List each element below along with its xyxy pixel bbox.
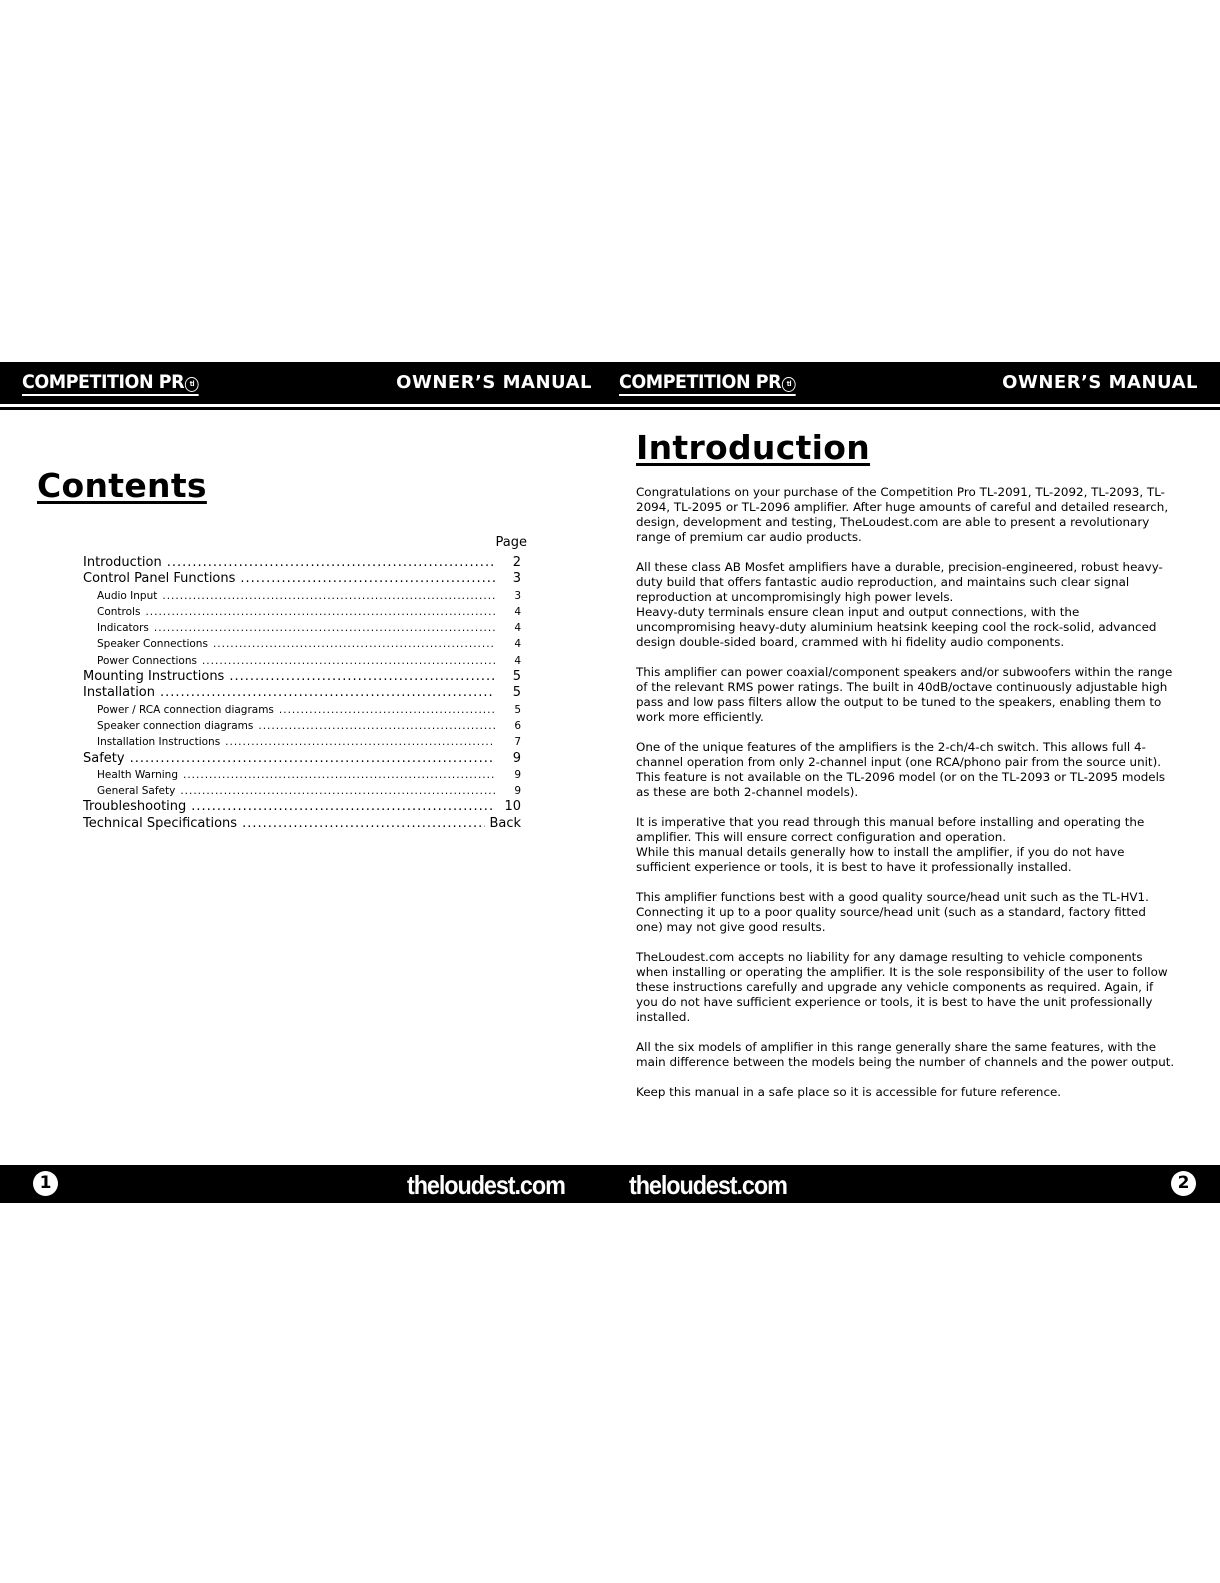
toc-entry-page: 4 [514,622,521,635]
toc-entry [83,751,533,767]
toc-entry-page: 3 [512,571,521,587]
toc-entry-title: Troubleshooting [83,799,187,815]
toc-entry-title: Technical Specifications [83,815,238,831]
introduction-title: Introduction [636,428,871,467]
table-of-contents [83,535,533,832]
toc-entry-page: 2 [512,555,521,570]
toc-entry [83,702,533,718]
toc-entry [83,734,533,750]
toc-entry-page: 9 [514,785,521,798]
toc-dot-leader [242,816,485,832]
toc-entry-page: 9 [514,768,521,781]
toc-entry-title: Mounting Instructions [83,669,225,685]
toc-entry-page: 3 [514,589,521,602]
intro-paragraph: Keep this manual in a safe place so it is accessible for future reference. [636,1085,1062,1099]
toc-entry-page: 5 [512,669,521,685]
introduction-body [636,485,1176,1115]
footer-bar [608,1165,1220,1203]
toc-dot-leader [162,588,495,604]
toc-entry-title: Power / RCA connection diagrams [97,703,274,716]
toc-entry-page: 9 [512,750,521,766]
toc-entry [83,653,533,669]
toc-entry [83,636,533,652]
manual-label: OWNER’S MANUAL [1002,372,1198,393]
toc-dot-leader [145,604,495,620]
toc-entry-page: 5 [514,703,521,716]
brand-logo: COMPETITION PR tl [619,372,796,396]
toc-entry-page: 4 [514,654,521,667]
toc-entry-title: Introduction [83,555,162,570]
toc-dot-leader [279,702,495,718]
logo-badge-icon: tl [185,377,199,392]
intro-paragraph: All the six models of amplifier in this range generally share the same features, with the main difference between the models being the number of channels and the power output. [636,1040,1175,1069]
intro-paragraph: All these class AB Mosfet amplifiers have a durable, precision-engineered, robust heavy-duty build that offers fantastic audio reproduction, and maintains such clear signal reproduction at uncompromisingly high power levels. Heavy-duty terminals ensure clean input and output connections, with the uncompromising heavy-duty aluminium heatsink keeping cool the rock-solid, advanced design double-sided board, crammed with hi fidelity audio components. [636,560,1163,649]
toc-entry-title: Installation Instructions [97,736,221,749]
page-number-2-icon: 2 [1171,1171,1196,1196]
toc-entry-title: Safety [83,750,125,766]
toc-entry-title: General Safety [97,785,176,798]
page-number-1-icon: 1 [33,1171,58,1196]
toc-entry-title: Controls [97,605,141,618]
toc-dot-leader [258,718,495,734]
footer-domain: theloudest.com [407,1170,565,1200]
toc-entry [83,588,533,604]
manual-label: OWNER’S MANUAL [396,372,592,393]
toc-entry [83,620,533,636]
brand-logo: COMPETITION PR tl [22,372,199,396]
toc-entry-title: Control Panel Functions [83,571,236,587]
intro-paragraph: TheLoudest.com accepts no liability for any damage resulting to vehicle components when installing or operating the amplifier. It is the sole responsibility of the user to follow these instructions carefully and upgrade any vehicle components as required. Again, if you do not have sufficient experience or tools, it is best to have the unit professionally installed. [636,950,1168,1024]
toc-dot-leader [225,734,495,750]
right-page [608,362,1220,1203]
toc-dot-leader [202,653,495,669]
toc-entry-title: Speaker connection diagrams [97,719,254,732]
toc-entry [83,767,533,783]
toc-entry [83,783,533,799]
toc-entry-page: 4 [514,605,521,618]
logo-badge-icon: tl [782,377,796,392]
intro-paragraph: This amplifier can power coaxial/component speakers and/or subwoofers within the range of the relevant RMS power ratings. The built in 40dB/octave continuously adjustable high pass and low pass filters allow the output to be tuned to the speakers, enabling them to work more efficiently. [636,665,1173,724]
toc-entry [83,685,533,701]
intro-paragraph: One of the unique features of the amplifiers is the 2-ch/4-ch switch. This allows full 4-channel operation from only 2-channel input (one RCA/phono pair from the source unit). This feature is not available on the TL-2096 model (or on the TL-2093 or TL-2095 models as these are both 2-channel models). [636,740,1166,799]
intro-paragraph: It is imperative that you read through this manual before installing and operating the amplifier. This will ensure correct configuration and operation. While this manual details generally how to install the amplifier, if you do not have sufficient experience or tools, it is best to have it professionally installed. [636,815,1145,874]
toc-entry [83,718,533,734]
toc-entry [83,816,533,832]
toc-entry [83,571,533,587]
header-bar [608,362,1220,404]
toc-entry-title: Speaker Connections [97,638,208,651]
toc-entry-title: Health Warning [97,768,178,781]
toc-entry-page: 6 [514,719,521,732]
toc-entry [83,799,533,815]
toc-dot-leader [160,685,495,701]
toc-entry-page: 10 [504,799,521,815]
toc-entry-title: Indicators [97,622,149,635]
toc-entry-page: 4 [514,638,521,651]
toc-entry-page: Back [489,815,521,831]
toc-entry-title: Audio Input [97,589,158,602]
toc-dot-leader [229,669,495,685]
toc-dot-leader [183,767,495,783]
contents-title: Contents [37,466,207,505]
toc-dot-leader [167,555,495,571]
footer-bar [0,1165,608,1203]
toc-dot-leader [191,799,495,815]
intro-paragraph: This amplifier functions best with a good quality source/head unit such as the TL-HV1. Connecting it up to a poor quality source/head unit (such as a standard, factory fitted one) may not give good results. [636,890,1149,934]
header-bar [0,362,608,404]
page-column-header: Page [495,535,527,550]
footer-domain: theloudest.com [629,1170,787,1200]
toc-entry [83,604,533,620]
left-page [0,362,608,1203]
toc-entry [83,669,533,685]
intro-paragraph: Congratulations on your purchase of the Competition Pro TL-2091, TL-2092, TL-2093, TL-2094, TL-2095 or TL-2096 amplifier. After huge amounts of careful and detailed research, design, development and testing, TheLoudest.com are able to present a revolutionary range of premium car audio products. [636,485,1169,544]
toc-dot-leader [154,620,495,636]
toc-entry-page: 5 [512,685,521,701]
toc-entry-page: 7 [514,736,521,749]
toc-entry-title: Installation [83,685,156,701]
toc-dot-leader [240,571,495,587]
toc-dot-leader [180,783,495,799]
toc-dot-leader [213,636,495,652]
toc-entry [83,555,533,571]
toc-entry-title: Power Connections [97,654,197,667]
toc-dot-leader [130,751,495,767]
